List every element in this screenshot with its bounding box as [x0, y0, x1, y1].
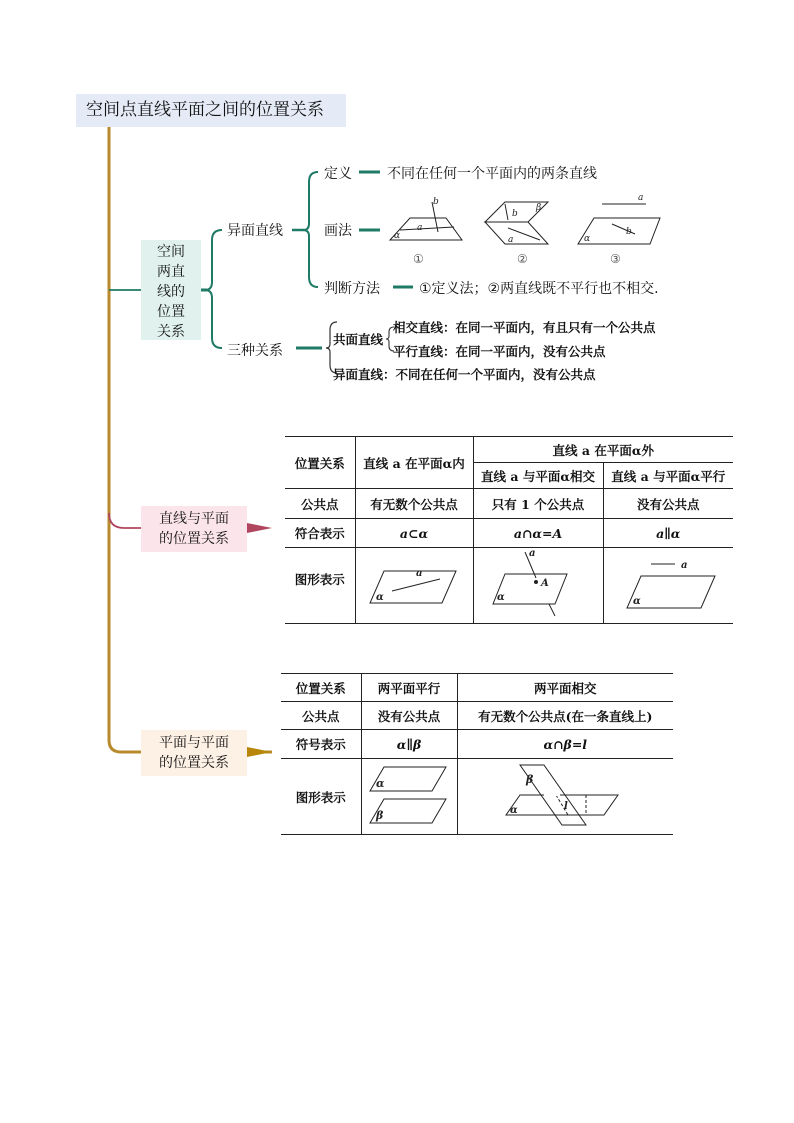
- skew-lines-text: 异面直线：不同在任何一个平面内，没有公共点: [333, 367, 596, 382]
- cell-common-in: 有无数个公共点: [355, 489, 473, 519]
- cell-common-parallel: 没有公共点: [603, 489, 733, 519]
- line-cross-plane-figure: [483, 548, 593, 620]
- figure-number-1: ①: [413, 252, 424, 266]
- cell-figure-cross: [457, 759, 673, 835]
- cell-figure-in: [355, 548, 473, 624]
- cell-figure-parallel: [603, 548, 733, 624]
- parallel-lines-text: 平行直线：在同一平面内，没有公共点: [393, 344, 606, 359]
- branch-label-line: 的位置关系: [159, 531, 229, 547]
- cell-symbol-in: a⊂α: [355, 519, 473, 548]
- drawing-label: 画法: [324, 223, 352, 239]
- svg-text:α: α: [394, 231, 401, 241]
- line-plane-table: [285, 436, 733, 624]
- header-relation: 位置关系: [281, 674, 361, 702]
- plane-plane-table: [281, 673, 673, 835]
- header-planes-cross: 两平面相交: [457, 674, 673, 702]
- figure-number-3: ③: [610, 252, 621, 266]
- row-figure-label: 图形表示: [281, 759, 361, 835]
- header-line-in-plane: 直线 a 在平面α内: [355, 437, 473, 489]
- svg-text:β: β: [376, 809, 384, 822]
- svg-text:l: l: [564, 801, 569, 812]
- svg-text:A: A: [541, 578, 549, 589]
- header-line-parallel: 直线 a 与平面α平行: [603, 463, 733, 489]
- branch-label-line: 平面与平面: [159, 735, 229, 751]
- line-parallel-plane-figure: [613, 554, 723, 614]
- planes-cross-figure: [500, 759, 630, 831]
- svg-text:α: α: [497, 592, 505, 603]
- row-common-label: 公共点: [281, 702, 361, 730]
- header-line-cross: 直线 a 与平面α相交: [473, 463, 603, 489]
- row-symbol-label: 符合表示: [285, 519, 355, 548]
- svg-text:α: α: [584, 234, 591, 244]
- skew-lines-label: 异面直线: [227, 223, 283, 239]
- svg-text:α: α: [510, 805, 518, 816]
- skew-figure-1: [390, 197, 462, 241]
- svg-text:a: a: [681, 560, 688, 571]
- branch-line-plane-relation: [141, 506, 247, 552]
- cell-symbol-parallel: α∥β: [361, 730, 457, 759]
- cell-common-cross: 只有 1 个公共点: [473, 489, 603, 519]
- svg-text:a: a: [417, 223, 423, 233]
- cell-common-cross: 有无数个公共点(在一条直线上): [457, 702, 673, 730]
- planes-parallel-figure: [364, 761, 454, 829]
- svg-text:α: α: [376, 777, 385, 790]
- svg-text:a: a: [416, 568, 423, 579]
- judge-text: ①定义法；②两直线既不平行也不相交.: [419, 281, 659, 297]
- svg-text:β: β: [536, 203, 542, 213]
- cell-symbol-cross: α∩β=l: [457, 730, 673, 759]
- branch-label-line: 两直: [157, 264, 185, 280]
- branch-plane-plane-relation: [141, 730, 247, 776]
- coplanar-label: 共面直线: [333, 332, 384, 347]
- branch-label-line: 的位置关系: [159, 755, 229, 771]
- cell-symbol-parallel: a∥α: [603, 519, 733, 548]
- svg-text:α: α: [376, 592, 384, 603]
- definition-text: 不同在任何一个平面内的两条直线: [387, 166, 597, 182]
- figure-number-2: ②: [517, 252, 528, 266]
- svg-text:β: β: [526, 773, 534, 786]
- cell-common-parallel: 没有公共点: [361, 702, 457, 730]
- svg-text:a: a: [529, 548, 536, 559]
- svg-text:b: b: [626, 227, 632, 237]
- skew-figure-3: [578, 193, 660, 244]
- svg-text:α: α: [633, 596, 641, 607]
- branch-label-line: 关系: [157, 324, 185, 340]
- three-relations-label: 三种关系: [227, 343, 283, 359]
- intersecting-lines-text: 相交直线：在同一平面内，有且只有一个公共点: [393, 320, 656, 335]
- row-symbol-label: 符号表示: [281, 730, 361, 759]
- svg-text:b: b: [512, 209, 518, 219]
- branch-label-line: 线的: [157, 284, 185, 300]
- header-relation: 位置关系: [285, 437, 355, 489]
- svg-text:a: a: [508, 235, 514, 245]
- row-common-label: 公共点: [285, 489, 355, 519]
- judge-label: 判断方法: [324, 281, 380, 297]
- branch-label-line: 直线与平面: [159, 511, 229, 527]
- branch-label-line: 位置: [157, 304, 185, 320]
- svg-text:a: a: [638, 193, 644, 203]
- definition-label: 定义: [324, 166, 352, 182]
- line-in-plane-figure: [364, 559, 464, 609]
- cell-figure-cross: [473, 548, 603, 624]
- page-title: 空间点直线平面之间的位置关系: [76, 94, 346, 127]
- row-figure-label: 图形表示: [285, 548, 355, 624]
- cell-symbol-cross: a∩α=A: [473, 519, 603, 548]
- branch-label-line: 空间: [157, 244, 185, 260]
- header-line-out-plane: 直线 a 在平面α外: [473, 437, 733, 463]
- header-planes-parallel: 两平面平行: [361, 674, 457, 702]
- svg-text:b: b: [433, 197, 439, 207]
- branch-line-line-relation: [141, 240, 201, 340]
- cell-figure-parallel: [361, 759, 457, 835]
- skew-figure-2: [485, 202, 548, 245]
